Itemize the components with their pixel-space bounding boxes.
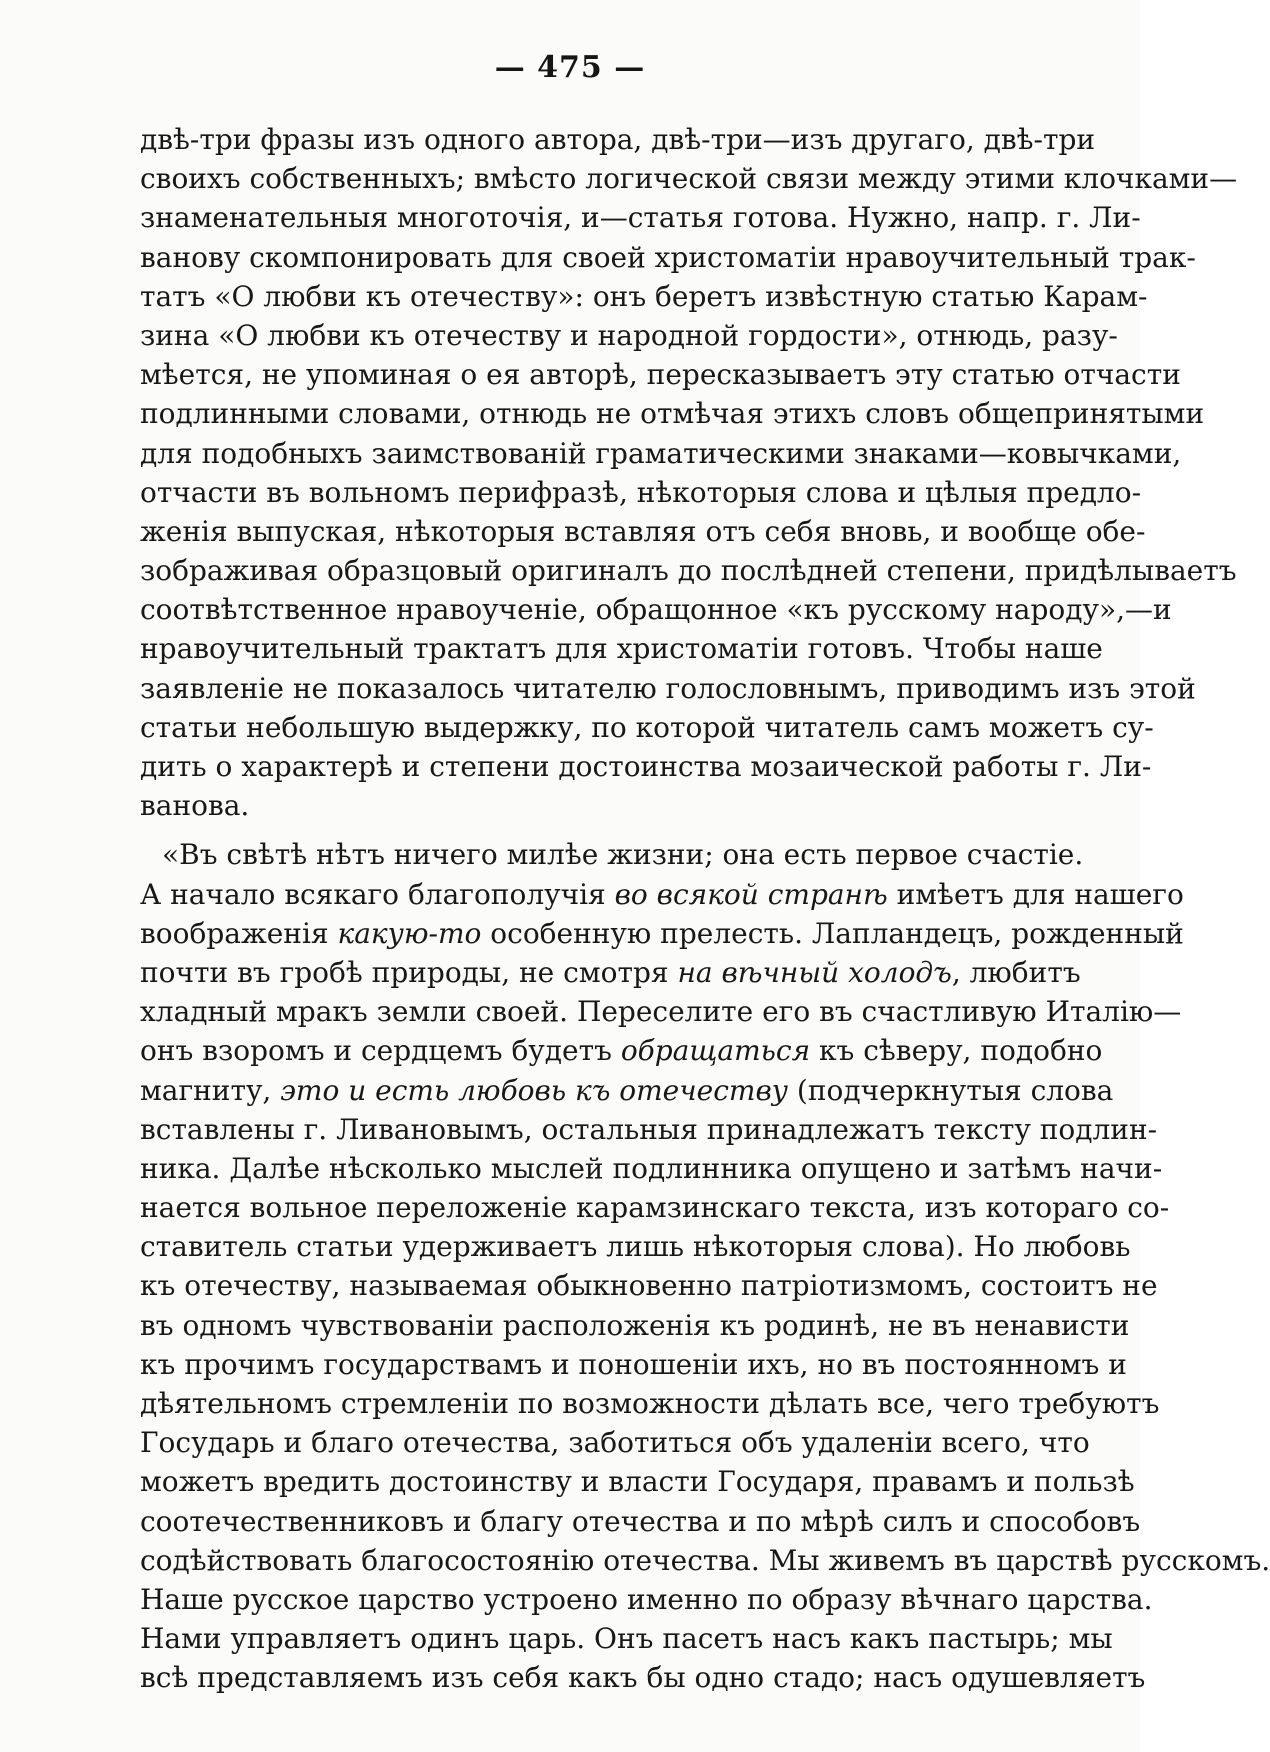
page-number: — 475 — (494, 50, 646, 85)
text-line: зина «О любви къ отечеству и народной гордости», отнюдь, разу- (140, 318, 1118, 352)
text-line (140, 1071, 1114, 1110)
text-line: отчасти въ вольномъ перифразѣ, нѣкоторыя слова и цѣлыя предло- (140, 475, 1142, 509)
text-line: соотвѣтственное нравоученіе, обращонное «къ русскому народу»,—и (140, 593, 1172, 627)
text-line: нается вольное переложеніе карамзинскаго текста, изъ котораго со- (140, 1191, 1170, 1225)
text-line: ника. Далѣе нѣсколько мыслей подлинника опущено и затѣмъ начи- (140, 1151, 1163, 1185)
text-line: знаменательныя многоточія, и—статья готова. Нужно, напр. г. Ли- (140, 201, 1141, 235)
text-line: содѣйствовать благосостоянію отечества. Мы живемъ въ царствѣ русскомъ. (140, 1543, 1270, 1577)
text-line: татъ «О любви къ отечеству»: онъ беретъ извѣстную статью Карам- (140, 279, 1148, 313)
text-line: къ отечеству, называемая обыкновенно патріотизмомъ, состоитъ не (140, 1269, 1158, 1303)
italic-phrase: во всякой странѣ (614, 877, 888, 911)
text-line: соотечественниковъ и благу отечества и по мѣрѣ силъ и способовъ (140, 1504, 1141, 1538)
italic-phrase: обращаться (620, 1034, 811, 1068)
text-line: ставитель статьи удерживаетъ лишь нѣкоторыя слова). Но любовь (140, 1230, 1131, 1264)
body-text (140, 120, 1270, 1698)
text-line: дѣятельномъ стремленіи по возможности дѣлать все, чего требуютъ (140, 1387, 1160, 1420)
text-line: Наше русское царство устроено именно по образу вѣчнаго царства. (140, 1582, 1153, 1616)
italic-phrase: на вѣчный холодъ (677, 955, 952, 989)
text-span: почти въ гробѣ природы, не смотря (140, 955, 678, 989)
text-line: «Въ свѣтѣ нѣтъ ничего милѣе жизни; она есть первое счастіе. (162, 838, 1084, 872)
text-line: подлинными словами, отнюдь не отмѣчая этихъ словъ общепринятыми (140, 397, 1205, 431)
text-line: Государь и благо отечества, заботиться объ удаленіи всего, что (140, 1426, 1090, 1460)
text-line (140, 953, 1081, 992)
text-line: мѣется, не упоминая о ея авторѣ, пересказываетъ эту статью отчасти (140, 358, 1181, 392)
text-span: магниту, (140, 1073, 281, 1107)
text-line (140, 914, 1184, 953)
paragraph-1 (140, 120, 1238, 825)
text-line: къ прочимъ государствамъ и поношеніи ихъ, но въ постоянномъ и (140, 1347, 1127, 1381)
italic-phrase: это и есть любовь къ отечеству (280, 1073, 788, 1107)
text-line (140, 875, 1184, 914)
text-span: особенную прелесть. Лапландецъ, рожденный (481, 916, 1184, 950)
text-span: имѣетъ для нашего (887, 877, 1184, 911)
text-line: статьи небольшую выдержку, по которой читатель самъ можетъ су- (140, 710, 1154, 744)
text-span: къ сѣверу, подобно (810, 1034, 1103, 1068)
text-span: онъ взоромъ и сердцемъ будетъ (140, 1034, 621, 1068)
text-line: ванову скомпонировать для своей христоматіи нравоучительный трак- (140, 240, 1196, 274)
text-line: дить о характерѣ и степени достоинства мозаической работы г. Ли- (140, 750, 1152, 783)
text-line: хладный мракъ земли своей. Переселите его въ счастливую Италію— (140, 995, 1182, 1029)
text-line: для подобныхъ заимствованій граматическими знаками—ковычками, (140, 436, 1182, 470)
paragraph-2-quotation (140, 835, 1270, 1697)
paragraph-gap (140, 825, 1057, 835)
text-span: , любитъ (951, 955, 1081, 989)
text-span: воображенія (140, 916, 338, 950)
italic-phrase: какую-то (337, 916, 482, 950)
text-line: вставлены г. Ливановымъ, остальныя принадлежатъ тексту подлин- (140, 1112, 1158, 1146)
text-line: своихъ собственныхъ; вмѣсто логической связи между этими клочками— (140, 162, 1238, 196)
text-line: женія выпуская, нѣкоторыя вставляя отъ себя вновь, и вообще обе- (140, 514, 1146, 548)
text-line: въ одномъ чувствованіи расположенія къ родинѣ, не въ ненависти (140, 1308, 1130, 1342)
text-line: всѣ представляемъ изъ себя какъ бы одно стадо; насъ одушевляетъ (140, 1661, 1146, 1695)
text-line: можетъ вредить достоинству и власти Государя, правамъ и пользѣ (140, 1465, 1135, 1499)
text-line: двѣ-три фразы изъ одного автора, двѣ-три—изъ другаго, двѣ-три (140, 123, 1096, 156)
text-line: ванова. (140, 789, 250, 823)
text-line: нравоучительный трактатъ для христоматіи готовъ. Чтобы наше (140, 632, 1103, 666)
text-line (140, 1031, 1103, 1070)
text-line: Нами управляетъ одинъ царь. Онъ пасетъ насъ какъ пастырь; мы (140, 1622, 1113, 1656)
text-line: заявленіе не показалось читателю голословнымъ, приводимъ изъ этой (140, 671, 1196, 705)
text-span: А начало всякаго благополучія (140, 877, 615, 911)
text-span: (подчеркнутыя слова (788, 1073, 1114, 1107)
text-line: зображивая образцовый оригиналъ до послѣдней степени, придѣлываетъ (140, 554, 1237, 588)
